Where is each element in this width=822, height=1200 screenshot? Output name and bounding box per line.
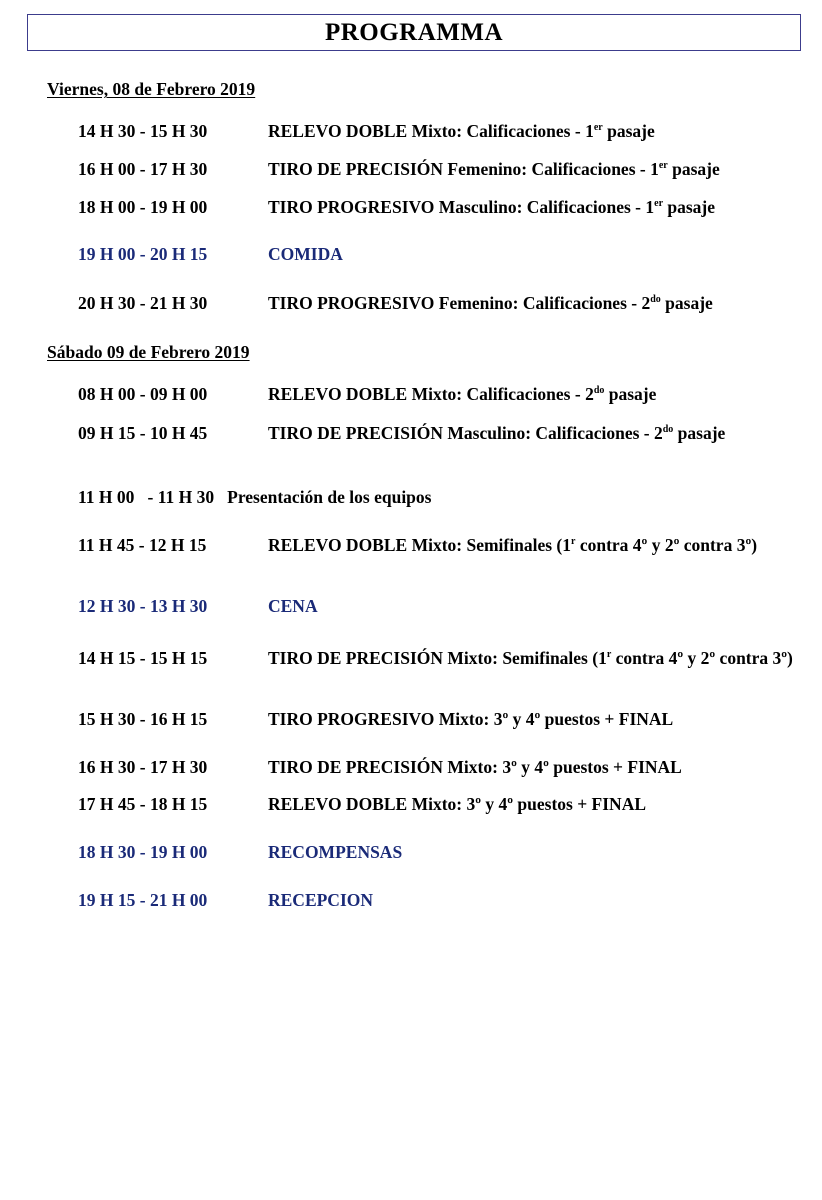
event-description: TIRO PROGRESIVO Femenino: Calificaciones - $2^{do}$ pasaje — [268, 293, 713, 313]
event-time: 15 H 30 - 16 H 15 — [78, 709, 208, 729]
day-heading-friday: Viernes, 08 de Febrero 2019 — [47, 79, 256, 99]
event-time: 14 H 15 - 15 H 15 — [78, 648, 208, 668]
event-time: 18 H 00 - 19 H 00 — [78, 197, 208, 217]
event-time: 11 H 00 - 11 H 30 — [78, 487, 215, 507]
schedule-row — [78, 486, 816, 508]
event-description: TIRO DE PRECISIÓN Mixto: 3º y 4º puestos + FINAL — [268, 757, 682, 777]
day-heading-saturday: Sábado 09 de Febrero 2019 — [47, 342, 250, 362]
event-description: RECEPCION — [268, 890, 374, 910]
event-description: RELEVO DOBLE Mixto: Calificaciones - 1er pasaje — [268, 121, 655, 141]
event-time: 08 H 00 - 09 H 00 — [78, 384, 208, 404]
event-description: RELEVO DOBLE Mixto: Semifinales (1$^r$ contra 4º y 2º contra 3º) — [268, 535, 758, 555]
page-title: PROGRAMMA — [27, 14, 801, 51]
event-description: COMIDA — [268, 244, 343, 264]
event-time: 19 H 15 - 21 H 00 — [78, 890, 208, 910]
event-description: TIRO DE PRECISIÓN Mixto: Semifinales (1$^r$ contra 4º y 2º contra 3º) — [268, 648, 793, 668]
event-time: 12 H 30 - 13 H 30 — [78, 596, 208, 616]
event-time: 16 H 00 - 17 H 30 — [78, 159, 208, 179]
event-time: 17 H 45 - 18 H 15 — [78, 794, 208, 814]
event-time: 16 H 30 - 17 H 30 — [78, 757, 208, 777]
event-description: Presentación de los equipos — [227, 487, 432, 507]
event-time: 19 H 00 - 20 H 15 — [78, 244, 208, 264]
event-description: RELEVO DOBLE Mixto: Calificaciones - $2^{do}$ pasaje — [268, 384, 657, 404]
event-description: TIRO DE PRECISIÓN Masculino: Calificaciones - $2^{do}$ pasaje — [268, 423, 726, 443]
event-time: 14 H 30 - 15 H 30 — [78, 121, 208, 141]
event-description: RECOMPENSAS — [268, 842, 403, 862]
event-time: 18 H 30 - 19 H 00 — [78, 842, 208, 862]
event-description: TIRO PROGRESIVO Masculino: Calificaciones - 1er pasaje — [268, 197, 716, 217]
event-time: 11 H 45 - 12 H 15 — [78, 535, 207, 555]
event-description: CENA — [268, 596, 318, 616]
event-description: TIRO DE PRECISIÓN Femenino: Calificaciones - 1er pasaje — [268, 159, 720, 179]
event-description: TIRO PROGRESIVO Mixto: 3º y 4º puestos + FINAL — [268, 709, 674, 729]
event-time: 20 H 30 - 21 H 30 — [78, 293, 208, 313]
event-time: 09 H 15 - 10 H 45 — [78, 423, 208, 443]
event-description: RELEVO DOBLE Mixto: 3º y 4º puestos + FINAL — [268, 794, 647, 814]
